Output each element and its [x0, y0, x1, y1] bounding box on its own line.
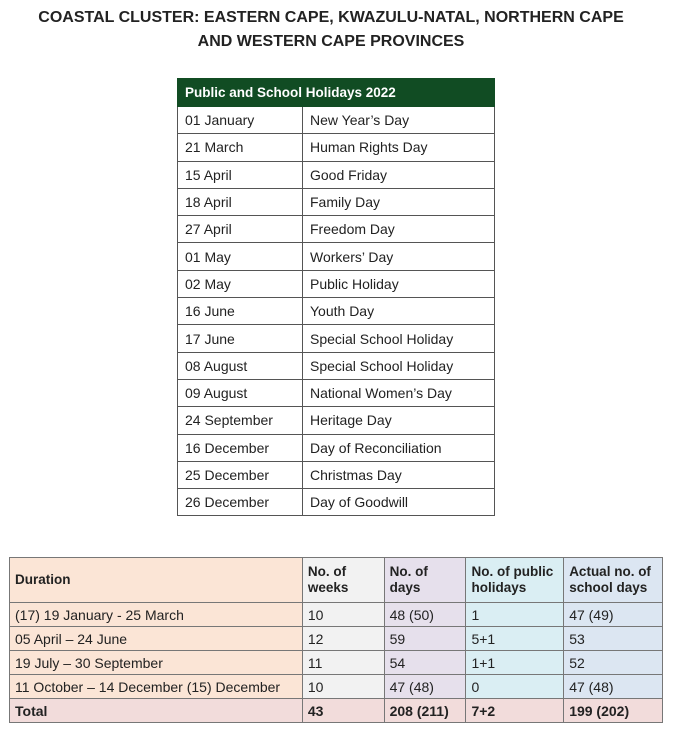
title-line-2: AND WESTERN CAPE PROVINCES	[197, 33, 465, 50]
holiday-name: Workers’ Day	[303, 243, 495, 270]
holiday-date: 17 June	[178, 325, 303, 352]
holidays-table-header: Public and School Holidays 2022	[178, 79, 495, 107]
total-label: Total	[10, 699, 303, 723]
table-row	[178, 325, 495, 352]
school-days-header: Actual no. of school days	[564, 558, 663, 603]
table-row	[178, 270, 495, 297]
table-row	[178, 379, 495, 406]
holiday-name: Public Holiday	[303, 270, 495, 297]
public-holidays-header: No. of public holidays	[466, 558, 564, 603]
table-row	[178, 352, 495, 379]
holiday-name: Christmas Day	[303, 461, 495, 488]
table-row	[10, 627, 663, 651]
holiday-date: 09 August	[178, 379, 303, 406]
holiday-date: 27 April	[178, 216, 303, 243]
table-row	[10, 651, 663, 675]
term-weeks: 10	[302, 675, 384, 699]
holiday-name: Heritage Day	[303, 407, 495, 434]
term-days: 54	[384, 651, 466, 675]
table-row	[178, 489, 495, 516]
holiday-date: 18 April	[178, 188, 303, 215]
holiday-date: 01 May	[178, 243, 303, 270]
term-public-holidays: 5+1	[466, 627, 564, 651]
holiday-date: 01 January	[178, 107, 303, 134]
term-weeks: 10	[302, 603, 384, 627]
term-weeks: 12	[302, 627, 384, 651]
title-line-1: COASTAL CLUSTER: EASTERN CAPE, KWAZULU-NATAL, NORTHERN CAPE	[38, 9, 624, 26]
term-duration: 19 July – 30 September	[10, 651, 303, 675]
term-days: 48 (50)	[384, 603, 466, 627]
table-row	[178, 434, 495, 461]
holiday-date: 21 March	[178, 134, 303, 161]
holiday-date: 02 May	[178, 270, 303, 297]
term-duration: 05 April – 24 June	[10, 627, 303, 651]
table-row	[178, 188, 495, 215]
term-school-days: 52	[564, 651, 663, 675]
term-school-days: 47 (49)	[564, 603, 663, 627]
term-public-holidays: 1+1	[466, 651, 564, 675]
term-duration: (17) 19 January - 25 March	[10, 603, 303, 627]
holiday-name: Special School Holiday	[303, 352, 495, 379]
holidays-table	[177, 78, 495, 516]
table-row	[178, 407, 495, 434]
holiday-name: Good Friday	[303, 161, 495, 188]
total-public-holidays: 7+2	[466, 699, 564, 723]
term-public-holidays: 1	[466, 603, 564, 627]
table-row	[178, 161, 495, 188]
holiday-date: 24 September	[178, 407, 303, 434]
weeks-header: No. of weeks	[302, 558, 384, 603]
holiday-name: Human Rights Day	[303, 134, 495, 161]
page-title	[0, 6, 662, 54]
table-row	[178, 107, 495, 134]
table-row	[178, 134, 495, 161]
table-row	[178, 461, 495, 488]
table-row	[10, 603, 663, 627]
holiday-date: 15 April	[178, 161, 303, 188]
holiday-name: New Year’s Day	[303, 107, 495, 134]
holiday-date: 26 December	[178, 489, 303, 516]
holiday-name: Youth Day	[303, 298, 495, 325]
holiday-name: Day of Reconciliation	[303, 434, 495, 461]
term-duration-table	[9, 557, 663, 723]
table-row	[178, 216, 495, 243]
holiday-name: Special School Holiday	[303, 325, 495, 352]
term-days: 47 (48)	[384, 675, 466, 699]
total-weeks: 43	[302, 699, 384, 723]
total-school-days: 199 (202)	[564, 699, 663, 723]
duration-header: Duration	[10, 558, 303, 603]
term-school-days: 53	[564, 627, 663, 651]
holiday-name: Family Day	[303, 188, 495, 215]
table-row	[10, 675, 663, 699]
holiday-date: 08 August	[178, 352, 303, 379]
holiday-name: National Women’s Day	[303, 379, 495, 406]
table-row	[178, 298, 495, 325]
term-school-days: 47 (48)	[564, 675, 663, 699]
term-public-holidays: 0	[466, 675, 564, 699]
table-row	[178, 243, 495, 270]
term-weeks: 11	[302, 651, 384, 675]
term-duration: 11 October – 14 December (15) December	[10, 675, 303, 699]
total-days: 208 (211)	[384, 699, 466, 723]
holiday-name: Day of Goodwill	[303, 489, 495, 516]
holiday-date: 16 June	[178, 298, 303, 325]
holiday-date: 16 December	[178, 434, 303, 461]
holiday-name: Freedom Day	[303, 216, 495, 243]
term-days: 59	[384, 627, 466, 651]
days-header: No. of days	[384, 558, 466, 603]
total-row	[10, 699, 663, 723]
holiday-date: 25 December	[178, 461, 303, 488]
